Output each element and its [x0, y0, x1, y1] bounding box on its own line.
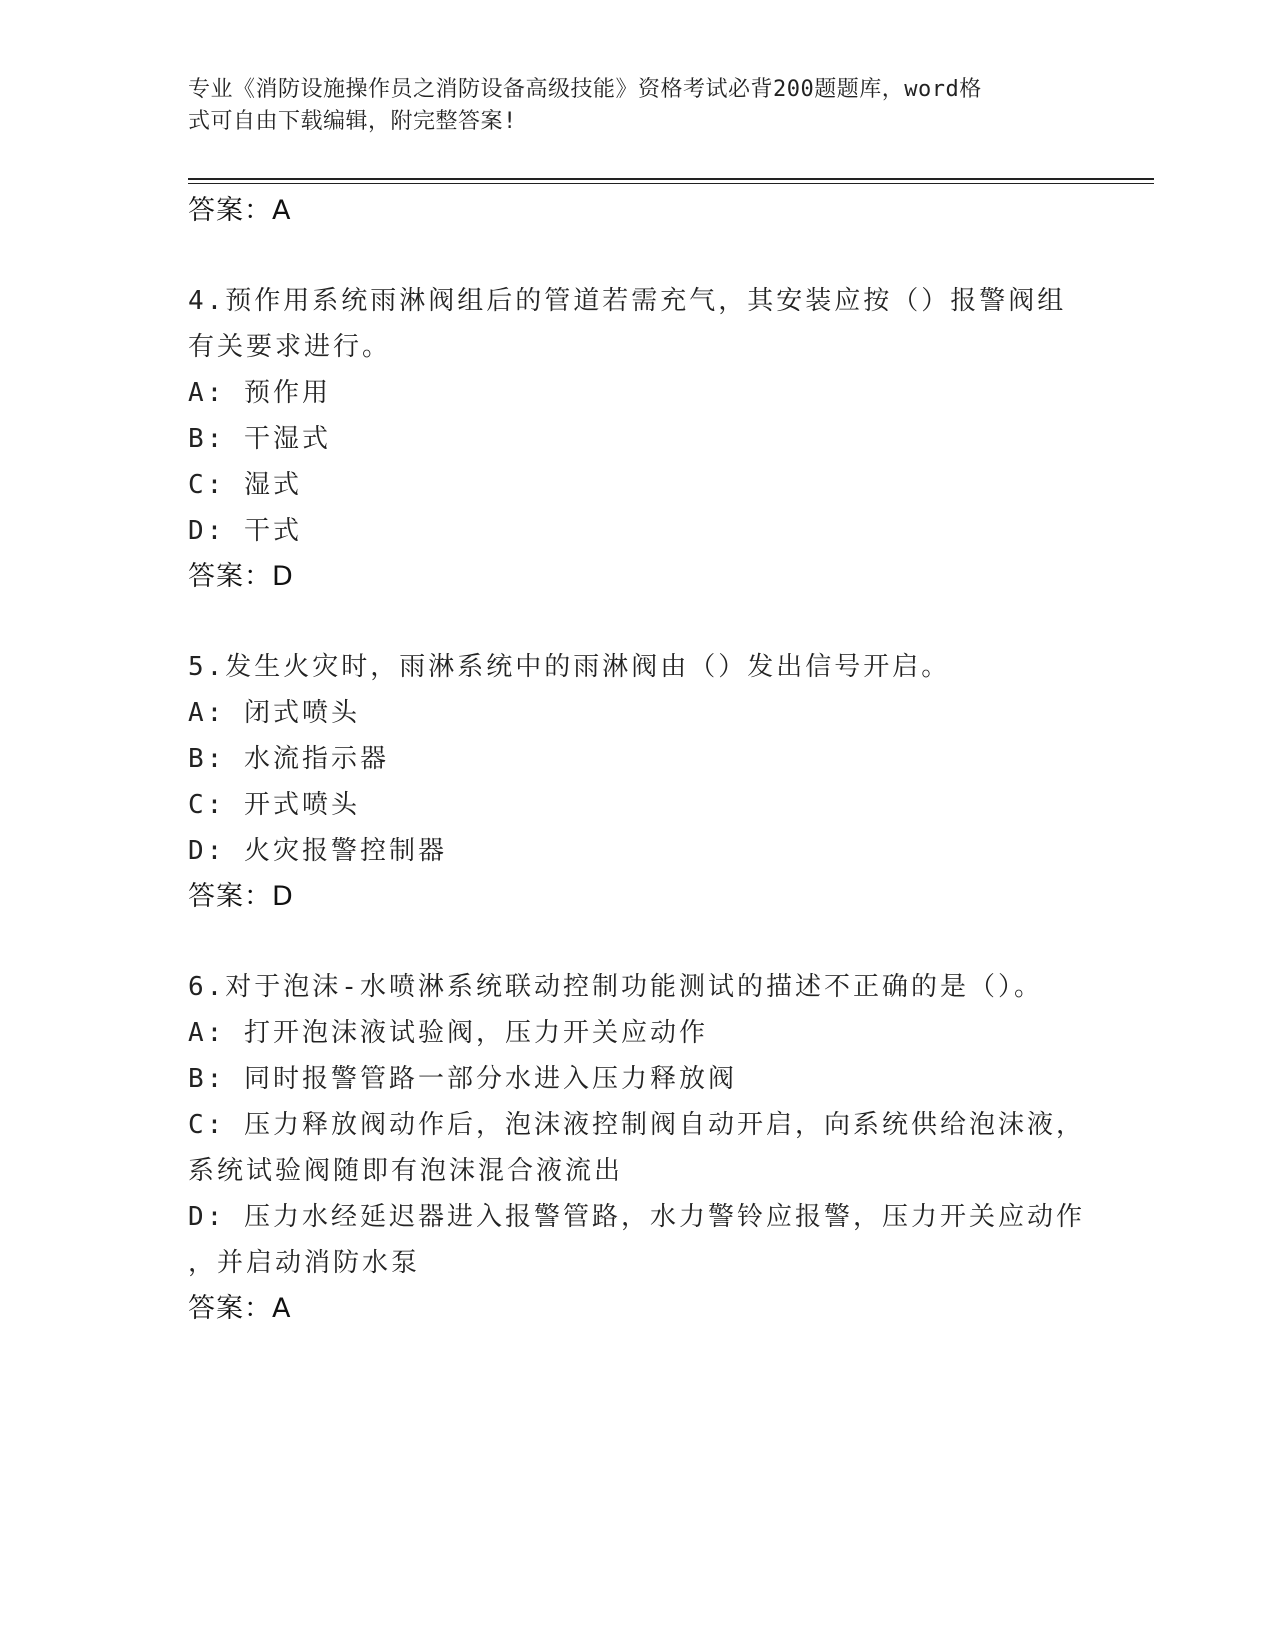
question-list — [188, 188, 1088, 1332]
answer-q5: 答案：D — [188, 881, 294, 912]
question-6-option-d-line-1: D: 压力水经延迟器进入报警管路，水力警铃应报警，压力开关应动作 — [188, 1202, 1085, 1232]
header-divider-thin — [188, 183, 1154, 184]
question-4-option-a: A: 预作用 — [188, 378, 331, 408]
question-6-option-a: A: 打开泡沫液试验阀，压力开关应动作 — [188, 1018, 708, 1048]
spacer — [188, 920, 1088, 964]
question-4-stem-line-1: 4.预作用系统雨淋阀组后的管道若需充气，其安装应按（）报警阀组 — [188, 286, 1067, 316]
question-6-option-d-line-2: ，并启动消防水泵 — [188, 1248, 421, 1278]
question-4-option-d: D: 干式 — [188, 516, 302, 546]
answer-q4: 答案：D — [188, 561, 294, 592]
question-4-option-b: B: 干湿式 — [188, 424, 331, 454]
question-5-option-c: C: 开式喷头 — [188, 790, 360, 820]
question-6 — [188, 964, 1088, 1332]
question-6-option-c-line-1: C: 压力释放阀动作后，泡沫液控制阀自动开启，向系统供给泡沫液， — [188, 1110, 1085, 1140]
spacer — [188, 600, 1088, 644]
header-divider-thick — [188, 178, 1154, 180]
question-5-option-d: D: 火灾报警控制器 — [188, 836, 447, 866]
question-6-stem-line-1: 6.对于泡沫-水喷淋系统联动控制功能测试的描述不正确的是（）。 — [188, 972, 1043, 1002]
question-5-option-a: A: 闭式喷头 — [188, 698, 360, 728]
question-5 — [188, 644, 1088, 920]
question-4 — [188, 278, 1088, 600]
answer-q6: 答案：A — [188, 1293, 292, 1324]
question-6-option-c-line-2: 系统试验阀随即有泡沫混合液流出 — [188, 1156, 624, 1186]
question-5-stem-line-1: 5.发生火灾时，雨淋系统中的雨淋阀由（）发出信号开启。 — [188, 652, 951, 682]
header-line-1: 专业《消防设施操作员之消防设备高级技能》资格考试必背200题题库，word格 — [188, 77, 982, 102]
header-line-2: 式可自由下载编辑，附完整答案! — [188, 109, 517, 134]
document-header — [188, 74, 1068, 138]
question-5-option-b: B: 水流指示器 — [188, 744, 389, 774]
question-4-stem-line-2: 有关要求进行。 — [188, 332, 392, 362]
spacer — [188, 234, 1088, 278]
question-6-option-b: B: 同时报警管路一部分水进入压力释放阀 — [188, 1064, 737, 1094]
question-4-option-c: C: 湿式 — [188, 470, 302, 500]
answer-q3: 答案：A — [188, 195, 292, 226]
